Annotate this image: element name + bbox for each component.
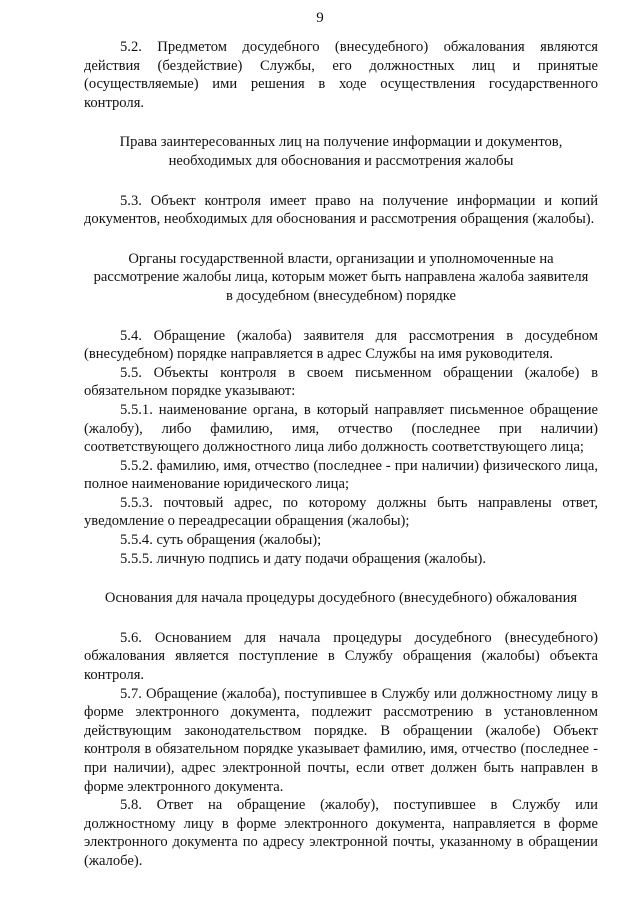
paragraph-5-5-1: 5.5.1. наименование органа, в который направляет письменное обращение (жалобу), либо фамилию, имя, отчество (последнее при наличии) соответствующего должностного лица либо должность соответствующего лица; [84, 401, 598, 456]
section-heading-authorities: Органы государственной власти, организации и уполномоченные на рассмотрение жалобы лица, которым может быть направлена жалоба заявителя в досудебном (внесудебном) порядке [93, 250, 589, 304]
paragraph-5-5-2: 5.5.2. фамилию, имя, отчество (последнее - при наличии) физического лица, полное наименование юридического лица; [84, 457, 598, 493]
paragraph-5-4: 5.4. Обращение (жалоба) заявителя для рассмотрения в досудебном (внесудебном) порядке направляется в адрес Службы на имя руководителя. [84, 327, 598, 363]
document-body [84, 38, 598, 871]
paragraph-5-5-3: 5.5.3. почтовый адрес, по которому должны быть направлены ответ, уведомление о переадресации обращения (жалобы); [84, 494, 598, 530]
paragraph-5-8: 5.8. Ответ на обращение (жалобу), поступившее в Службу или должностному лицу в форме электронного документа, направляется в форме электронного документа по адресу электронной почты, указанному в обращении (жалобе). [84, 797, 598, 869]
section-heading-grounds: Основания для начала процедуры досудебного (внесудебного) обжалования [104, 590, 578, 607]
paragraph-5-2: 5.2. Предметом досудебного (внесудебного) обжалования являются действия (бездействие) Службы, его должностных лиц и принятые (осуществляемые) ими решения в ходе осуществления государственного контроля. [84, 39, 598, 111]
section-heading-rights: Права заинтересованных лиц на получение информации и документов, необходимых для обоснования и рассмотрения жалобы [119, 134, 563, 169]
paragraph-5-5-4: 5.5.4. суть обращения (жалобы); [120, 532, 322, 549]
paragraph-5-5-5: 5.5.5. личную подпись и дату подачи обращения (жалобы). [120, 550, 487, 567]
page-number: 9 [316, 10, 324, 26]
paragraph-5-6: 5.6. Основанием для начала процедуры досудебного (внесудебного) обжалования является поступление в Службу обращения (жалобы) объекта контроля. [84, 629, 598, 684]
paragraph-5-7: 5.7. Обращение (жалоба), поступившее в Службу или должностному лицу в форме электронного документа, подлежит рассмотрению в установленном действующим законодательством порядке. В обращении (жалобе) Объект контроля в обязательном порядке указывает фамилию, имя, отчество (последнее - при наличии), адрес электронной почты, если ответ должен быть направлен в форме электронного документа. [84, 685, 598, 795]
paragraph-5-3: 5.3. Объект контроля имеет право на получение информации и копий документов, необходимых для обоснования и рассмотрения обращения (жалобы). [84, 192, 598, 228]
paragraph-5-5: 5.5. Объекты контроля в своем письменном обращении (жалобе) в обязательном порядке указывают: [84, 364, 598, 400]
